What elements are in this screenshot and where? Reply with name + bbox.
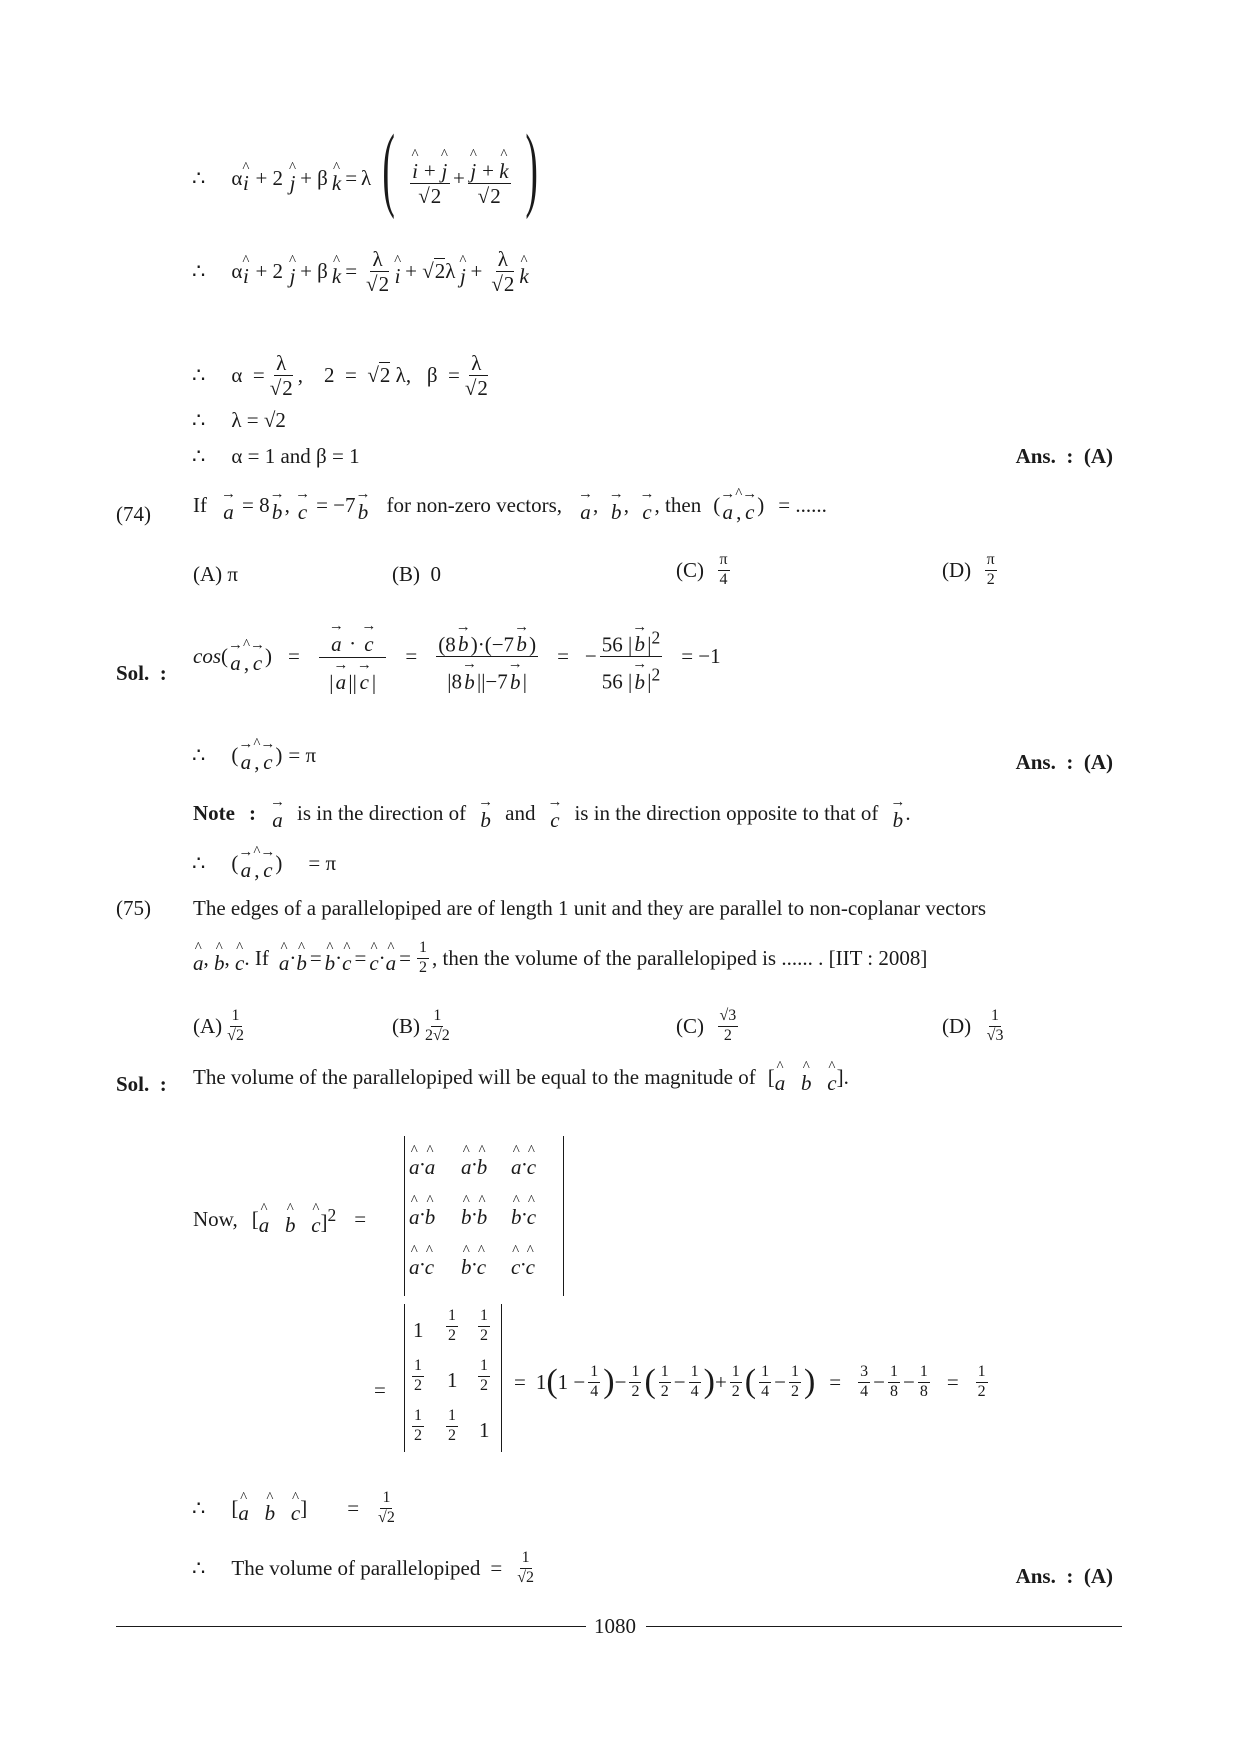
sol-75-text: The volume of the parallelopiped will be equal to the magnitude of [ ^ a ^ b ^ c ]. (193, 1059, 849, 1095)
eq-line-1: ∴ α ^ i + 2 ^ j + β ^ k = λ ( ^ i + ^ j √2 + ^ j + ^ k √2 ) (192, 115, 538, 220)
alpha-beta-result: α = 1 and β = 1 (231, 444, 360, 468)
determinant-dot-products: ^ a· ^ a ^ a· ^ b ^ a· ^ c ^ a· ^ b ^ b· ^ b ^ b· ^ c ^ a· ^ c ^ b· ^ c ^ c· ^ c (404, 1136, 564, 1296)
determinant-numeric: 1 $\frac{1}{2}$ $\frac{1}{2}$ $\frac{1}{2}$ 1 $\frac{1}{2}$ $\frac{1}{2}$ $\frac{1}{2}$ 1 (404, 1304, 502, 1452)
footer-rule-left (116, 1626, 586, 1627)
q75-option-c: (C) √3 2 (676, 1007, 737, 1044)
eq-line-3: ∴ α = $\frac{\lambda}{√2}$ , 2 = √2 λ, β = $\frac{\lambda}{√2}$ (192, 351, 488, 401)
sol-label-74: Sol. : (116, 661, 167, 685)
sol-74-conclusion: ∴ ( → a ^ , → c ) = π (192, 736, 317, 774)
question-74-text: If → a = 8 → b , → c = −7 → b for non-zero vectors, → a , → b , → c , then ( → a ^ , → c ) = ...... (193, 486, 827, 524)
eq-line-5 (192, 446, 360, 467)
therefore-symbol: ∴ (192, 444, 206, 468)
answer-line-5: Ans. : (A) (1015, 444, 1113, 468)
answer-74: Ans. : (A) (1015, 750, 1113, 774)
sol-74-equation: cos ( → a ^ , → c ) = → a · → c | → a || → c | = (8 → b )·(−7 → b ) |8 → b ||−7 → b | = − 56 | → b $|^2$ 56 | → b $|^2$ = −1 (193, 618, 721, 694)
question-75-text-2: ^ a , ^ b , ^ c . If ^ a · ^ b = ^ b · ^ c = ^ c · ^ a = $\frac{1}{2}$ , then the volume of the parallelopiped is ...... . [IIT : 2008] (193, 939, 928, 976)
eq-line-4 (192, 410, 286, 431)
lambda-result: λ = √2 (231, 408, 286, 432)
sol-label-75: Sol. : (116, 1072, 167, 1096)
question-75-text-1: The edges of a parallelopiped are of length 1 unit and they are parallel to non-coplanar vectors (193, 896, 987, 920)
page-number: 1080 (594, 1614, 636, 1638)
therefore-symbol: ∴ (192, 408, 206, 432)
sol-75-conclusion: ∴ [ ^ a ^ b ^ c ] = $\frac{1}{√2}$ (192, 1489, 395, 1526)
sol-75-volume: ∴ The volume of parallelopiped = $\frac{1}{√2}$ (192, 1549, 534, 1586)
q74-option-b: (B) 0 (392, 562, 441, 586)
question-number-75: (75) (116, 896, 151, 920)
answer-75: Ans. : (A) (1015, 1564, 1113, 1588)
footer-rule-right (646, 1626, 1122, 1627)
note-74: Note : → a is in the direction of → b and → c is in the direction opposite to that of → b . (193, 794, 911, 832)
q75-option-b: (B) 1 2√2 (392, 1007, 450, 1044)
note-74-conclusion: ∴ ( → a ^ , → c ) = π (192, 844, 337, 882)
therefore-symbol: ∴ (192, 165, 206, 190)
q74-option-a: (A) π (193, 562, 239, 586)
determinant-expansion: = 1 ( 1 − $\frac{1}{4}$ ) − $\frac{1}{2}$ ( 1 2 − $\frac{1}{4}$ ) + $\frac{1}{2}$ ( 1 4 − $\frac{1}{2}$ ) = $\frac{3}{4}$ − $\frac{1}{8}$ − $\frac{1}{8}$ = $\frac{1}{2}$ (514, 1363, 986, 1401)
question-number-74: (74) (116, 502, 151, 526)
q74-option-d: (D) π 2 (942, 551, 995, 588)
q75-option-d: (D) 1 √3 (942, 1007, 1004, 1044)
therefore-symbol: ∴ (192, 363, 206, 388)
therefore-symbol: ∴ (192, 259, 206, 284)
q75-option-a: (A) 1 √2 (193, 1007, 244, 1044)
eq-line-2: ∴ α ^ i + 2 ^ j + β ^ k = $\frac{\lambda}{√2}$ ^ i + √2λ ^ j + $\frac{\lambda}{√2}$ ^ k (192, 247, 529, 297)
now-label: Now, [ ^ a ^ b ^ c ]$^2$ = (193, 1201, 367, 1237)
lambda: λ (361, 165, 372, 190)
q74-option-c: (C) π 4 (676, 551, 728, 588)
